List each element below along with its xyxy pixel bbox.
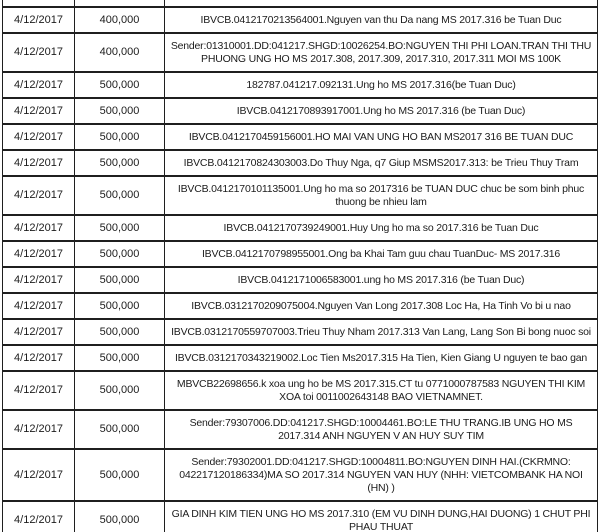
date-cell: 4/12/2017 bbox=[3, 293, 75, 319]
partial-row-top bbox=[3, 0, 598, 7]
description-cell: 182787.041217.092131.Ung ho MS 2017.316(be Tuan Duc) bbox=[165, 72, 598, 98]
description-cell: Sender:79307006.DD:041217.SHGD:10004461.BO:LE THU TRANG.IB UNG HO MS 2017.314 ANH NGUYEN V AN HUY SUY TIM bbox=[165, 410, 598, 449]
date-cell: 4/12/2017 bbox=[3, 345, 75, 371]
description-cell: IBVCB.0412170893917001.Ung ho MS 2017.316 (be Tuan Duc) bbox=[165, 98, 598, 124]
donation-table bbox=[2, 0, 598, 532]
description-cell: Sender:01310001.DD:041217.SHGD:10026254.BO:NGUYEN THI PHI LOAN.TRAN THI THU PHUONG UNG HO MS 2017.308, 2017.309, 2017.310, 2017.311 MOI MS 100K bbox=[165, 33, 598, 72]
description-cell: IBVCB.0412170798955001.Ong ba Khai Tam guu chau TuanDuc- MS 2017.316 bbox=[165, 241, 598, 267]
amount-cell: 500,000 bbox=[75, 150, 165, 176]
amount-cell: 400,000 bbox=[75, 33, 165, 72]
amount-cell: 500,000 bbox=[75, 449, 165, 501]
description-cell-empty bbox=[165, 0, 598, 7]
description-cell: IBVCB.0412170459156001.HO MAI VAN UNG HO BAN MS2017 316 BE TUAN DUC bbox=[165, 124, 598, 150]
table-row bbox=[3, 176, 598, 215]
description-cell: IBVCB.0412170101135001.Ung ho ma so 2017316 be TUAN DUC chuc be som binh phuc thuong be nhieu lam bbox=[165, 176, 598, 215]
table-row bbox=[3, 293, 598, 319]
date-cell: 4/12/2017 bbox=[3, 449, 75, 501]
date-cell: 4/12/2017 bbox=[3, 501, 75, 532]
amount-cell: 500,000 bbox=[75, 124, 165, 150]
description-cell: IBVCB.0312170343219002.Loc Tien Ms2017.315 Ha Tien, Kien Giang U nguyen te bao gan bbox=[165, 345, 598, 371]
description-cell: GIA DINH KIM TIEN UNG HO MS 2017.310 (EM VU DINH DUNG,HAI DUONG) 1 CHUT PHI PHAU THUAT bbox=[165, 501, 598, 532]
date-cell: 4/12/2017 bbox=[3, 150, 75, 176]
description-cell: Sender:79302001.DD:041217.SHGD:10004811.BO:NGUYEN DINH HAI.(CKRMNO: 042217120186334)MA SO 2017.314 NGUYEN VAN HUY (NHH: VIETCOMBANK HA NOI (HN) ) bbox=[165, 449, 598, 501]
table-row bbox=[3, 501, 598, 532]
table-row bbox=[3, 150, 598, 176]
description-cell: IBVCB.0312170559707003.Trieu Thuy Nham 2017.313 Van Lang, Lang Son Bi bong nuoc soi bbox=[165, 319, 598, 345]
amount-cell: 500,000 bbox=[75, 176, 165, 215]
description-cell: IBVCB.0412171006583001.ung ho MS 2017.316 (be Tuan Duc) bbox=[165, 267, 598, 293]
date-cell: 4/12/2017 bbox=[3, 410, 75, 449]
amount-cell: 500,000 bbox=[75, 319, 165, 345]
table-row bbox=[3, 72, 598, 98]
amount-cell: 500,000 bbox=[75, 371, 165, 410]
date-cell: 4/12/2017 bbox=[3, 267, 75, 293]
amount-cell: 500,000 bbox=[75, 267, 165, 293]
date-cell: 4/12/2017 bbox=[3, 124, 75, 150]
date-cell: 4/12/2017 bbox=[3, 215, 75, 241]
date-cell: 4/12/2017 bbox=[3, 371, 75, 410]
table-row bbox=[3, 410, 598, 449]
date-cell-empty bbox=[3, 0, 75, 7]
amount-cell: 500,000 bbox=[75, 241, 165, 267]
table-row bbox=[3, 124, 598, 150]
amount-cell: 500,000 bbox=[75, 501, 165, 532]
amount-cell-empty bbox=[75, 0, 165, 7]
description-cell: MBVCB22698656.k xoa ung ho be MS 2017.315.CT tu 0771000787583 NGUYEN THI KIM XOA toi 0011002643148 BAO VIETNAMNET. bbox=[165, 371, 598, 410]
amount-cell: 500,000 bbox=[75, 410, 165, 449]
amount-cell: 500,000 bbox=[75, 98, 165, 124]
amount-cell: 500,000 bbox=[75, 72, 165, 98]
description-cell: IBVCB.0412170739249001.Huy Ung ho ma so 2017.316 be Tuan Duc bbox=[165, 215, 598, 241]
amount-cell: 400,000 bbox=[75, 7, 165, 33]
table-row bbox=[3, 98, 598, 124]
date-cell: 4/12/2017 bbox=[3, 319, 75, 345]
description-cell: IBVCB.0412170824303003.Do Thuy Nga, q7 Giup MSMS2017.313: be Trieu Thuy Tram bbox=[165, 150, 598, 176]
table-row bbox=[3, 345, 598, 371]
table-row bbox=[3, 7, 598, 33]
table-row bbox=[3, 371, 598, 410]
amount-cell: 500,000 bbox=[75, 345, 165, 371]
date-cell: 4/12/2017 bbox=[3, 33, 75, 72]
table-row bbox=[3, 215, 598, 241]
table-row bbox=[3, 319, 598, 345]
table-row bbox=[3, 33, 598, 72]
table-row bbox=[3, 449, 598, 501]
date-cell: 4/12/2017 bbox=[3, 241, 75, 267]
description-cell: IBVCB.0412170213564001.Nguyen van thu Da nang MS 2017.316 be Tuan Duc bbox=[165, 7, 598, 33]
table-row bbox=[3, 267, 598, 293]
date-cell: 4/12/2017 bbox=[3, 7, 75, 33]
table-row bbox=[3, 241, 598, 267]
date-cell: 4/12/2017 bbox=[3, 176, 75, 215]
amount-cell: 500,000 bbox=[75, 215, 165, 241]
table-body bbox=[3, 0, 598, 532]
date-cell: 4/12/2017 bbox=[3, 98, 75, 124]
date-cell: 4/12/2017 bbox=[3, 72, 75, 98]
description-cell: IBVCB.0312170209075004.Nguyen Van Long 2017.308 Loc Ha, Ha Tinh Vo bi u nao bbox=[165, 293, 598, 319]
amount-cell: 500,000 bbox=[75, 293, 165, 319]
